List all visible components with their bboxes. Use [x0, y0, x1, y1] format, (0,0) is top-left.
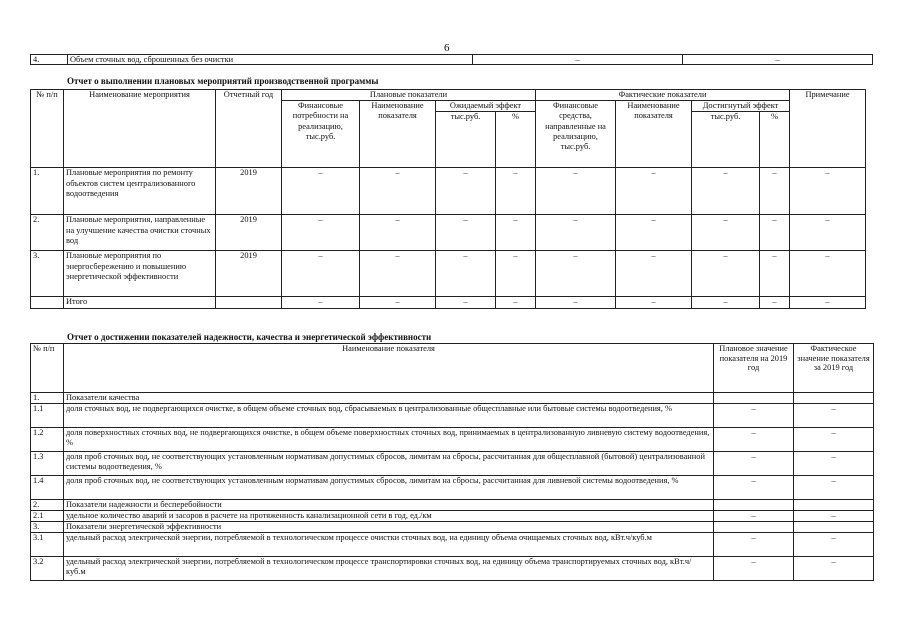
- row-number: [31, 297, 64, 308]
- fact-value: –: [794, 476, 874, 500]
- row-number: 4.: [31, 55, 68, 65]
- row-cell: –: [436, 168, 496, 215]
- plan-value: [714, 500, 794, 511]
- header-plan-rub: тыс.руб.: [436, 112, 496, 168]
- table-row: [31, 533, 874, 557]
- row-cell: –: [692, 297, 760, 308]
- row-cell: –: [616, 251, 692, 297]
- row-cell: –: [436, 297, 496, 308]
- header-plan-ind: Наименование показателя: [360, 101, 436, 168]
- row-number: 1.: [31, 393, 64, 404]
- table-row: [31, 168, 866, 215]
- row-number: 1.1: [31, 404, 64, 428]
- table-row: [31, 500, 874, 511]
- row-cell: –: [760, 251, 790, 297]
- row-cell: –: [282, 297, 360, 308]
- header-row: [31, 344, 874, 393]
- header-year: Отчетный год: [216, 90, 282, 168]
- row-year: 2019: [216, 251, 282, 297]
- table-row: [31, 511, 874, 522]
- table-row: [31, 452, 874, 476]
- fact-value: –: [794, 557, 874, 581]
- header-plan-fin: Финансовые потребности на реализацию, тыс.руб.: [282, 101, 360, 168]
- row-name: удельный расход электрической энергии, потребляемой в технологическом процессе транспортировки сточных вод, на единицу объема транспортируемых сточных вод, кВт.ч/куб.м: [64, 557, 714, 581]
- row-number: 3.1: [31, 533, 64, 557]
- row-cell: –: [760, 297, 790, 308]
- row-cell: –: [536, 251, 616, 297]
- fact-value: [794, 393, 874, 404]
- row-number: 1.: [31, 168, 64, 215]
- header-plan-group: Плановые показатели: [282, 90, 536, 101]
- page-number: 6: [444, 42, 450, 54]
- row-cell: –: [360, 168, 436, 215]
- fact-value: –: [794, 452, 874, 476]
- row-name: Итого: [64, 297, 216, 308]
- header-note: Примечание: [790, 90, 866, 168]
- fact-value: –: [683, 55, 873, 65]
- fact-value: –: [794, 404, 874, 428]
- header-name: Наименование мероприятия: [64, 90, 216, 168]
- header-fact-effect: Достигнутый эффект: [692, 101, 790, 112]
- row-number: 1.2: [31, 428, 64, 452]
- row-cell: –: [360, 251, 436, 297]
- header-name: Наименование показателя: [64, 344, 714, 393]
- table-row: [31, 428, 874, 452]
- row-cell: –: [536, 297, 616, 308]
- row-cell: –: [692, 215, 760, 251]
- report1-title: Отчет о выполнении плановых мероприятий производственной программы: [67, 76, 379, 86]
- table-row: [31, 393, 874, 404]
- header-fact-ind: Наименование показателя: [616, 101, 692, 168]
- plan-value: –: [714, 452, 794, 476]
- row-cell: –: [496, 168, 536, 215]
- row-name: доля проб сточных вод, не соответствующих установленным нормативам допустимых сбросов, лимитам на сбросы, рассчитанная для ливневой системы водоотведения, %: [64, 476, 714, 500]
- row-cell: –: [760, 215, 790, 251]
- report2-title: Отчет о достижении показателей надежности, качества и энергетической эффективности: [67, 332, 432, 342]
- row-cell: –: [616, 215, 692, 251]
- row-number: 2.1: [31, 511, 64, 522]
- row-name: удельный расход электрической энергии, потребляемой в технологическом процессе очистки сточных вод, на единицу объема очищаемых сточных вод, кВт.ч/куб.м: [64, 533, 714, 557]
- row-cell: –: [760, 168, 790, 215]
- table-row: [31, 215, 866, 251]
- row-cell: –: [790, 168, 866, 215]
- header-plan: Плановое значение показателя на 2019 год: [714, 344, 794, 393]
- row-number: 3.: [31, 251, 64, 297]
- header-fact-group: Фактические показатели: [536, 90, 790, 101]
- table-row: [31, 557, 874, 581]
- row-number: 1.4: [31, 476, 64, 500]
- top-row-table: [30, 54, 873, 65]
- row-name: Показатели качества: [64, 393, 714, 404]
- fact-value: [794, 500, 874, 511]
- row-cell: –: [282, 251, 360, 297]
- row-name: Плановые мероприятия, направленные на улучшение качества очистки сточных вод: [64, 215, 216, 251]
- row-number: 2.: [31, 215, 64, 251]
- row-number: 3.: [31, 522, 64, 533]
- row-name: доля поверхностных сточных вод, не подвергающихся очистке, в общем объеме поверхностных сточных вод, принимаемых в централизованную ливневую систему водоотведения, %: [64, 428, 714, 452]
- header-fact: Фактическое значение показателя за 2019 год: [794, 344, 874, 393]
- row-cell: –: [536, 215, 616, 251]
- measures-table: [30, 89, 866, 309]
- row-cell: –: [496, 297, 536, 308]
- plan-value: –: [714, 511, 794, 522]
- row-name: удельное количество аварий и засоров в расчете на протяженность канализационной сети в год, ед./км: [64, 511, 714, 522]
- header-fact-fin: Финансовые средства, направленные на реализацию, тыс.руб.: [536, 101, 616, 168]
- row-cell: –: [282, 215, 360, 251]
- row-cell: –: [692, 168, 760, 215]
- row-name: доля сточных вод, не подвергающихся очистке, в общем объеме сточных вод, сбрасываемых в централизованные общесплавные или бытовые системы водоотведения, %: [64, 404, 714, 428]
- header-num: № п/п: [31, 90, 64, 168]
- plan-value: [714, 393, 794, 404]
- row-name: доля проб сточных вод, не соответствующих установленным нормативам допустимых сбросов, лимитам на сбросы, рассчитанная для общесплавной (бытовой) централизованной системы водоотведения, %: [64, 452, 714, 476]
- row-cell: –: [616, 168, 692, 215]
- header-num: № п/п: [31, 344, 64, 393]
- row-number: 3.2: [31, 557, 64, 581]
- header-plan-effect: Ожидаемый эффект: [436, 101, 536, 112]
- row-cell: –: [436, 215, 496, 251]
- table-row: [31, 404, 874, 428]
- row-cell: –: [692, 251, 760, 297]
- plan-value: –: [714, 404, 794, 428]
- header-plan-pct: %: [496, 112, 536, 168]
- table-row: [31, 522, 874, 533]
- row-cell: –: [790, 251, 866, 297]
- plan-value: –: [714, 533, 794, 557]
- row-number: 1.3: [31, 452, 64, 476]
- row-name: Показатели энергетической эффективности: [64, 522, 714, 533]
- fact-value: [794, 522, 874, 533]
- plan-value: –: [714, 557, 794, 581]
- row-cell: –: [790, 215, 866, 251]
- row-cell: –: [282, 168, 360, 215]
- header-fact-rub: тыс.руб.: [692, 112, 760, 168]
- table-row: [31, 251, 866, 297]
- row-cell: –: [436, 251, 496, 297]
- header-row: [31, 90, 866, 101]
- table-row: [31, 55, 873, 65]
- row-cell: –: [616, 297, 692, 308]
- indicators-table: [30, 343, 874, 581]
- row-name: Объем сточных вод, сброшенных без очистки: [68, 55, 473, 65]
- fact-value: –: [794, 533, 874, 557]
- plan-value: –: [473, 55, 683, 65]
- header-fact-pct: %: [760, 112, 790, 168]
- row-cell: –: [496, 251, 536, 297]
- row-name: Плановые мероприятия по ремонту объектов систем централизованного водоотведения: [64, 168, 216, 215]
- row-cell: –: [360, 297, 436, 308]
- row-year: [216, 297, 282, 308]
- fact-value: –: [794, 428, 874, 452]
- row-year: 2019: [216, 168, 282, 215]
- plan-value: –: [714, 476, 794, 500]
- row-cell: –: [496, 215, 536, 251]
- row-cell: –: [360, 215, 436, 251]
- row-year: 2019: [216, 215, 282, 251]
- row-cell: –: [536, 168, 616, 215]
- row-name: Плановые мероприятия по энергосбережению и повышению энергетической эффективности: [64, 251, 216, 297]
- row-cell: –: [790, 297, 866, 308]
- plan-value: [714, 522, 794, 533]
- row-name: Показатели надежности и бесперебойности: [64, 500, 714, 511]
- table-row: [31, 476, 874, 500]
- table-row: [31, 297, 866, 308]
- fact-value: –: [794, 511, 874, 522]
- plan-value: –: [714, 428, 794, 452]
- row-number: 2.: [31, 500, 64, 511]
